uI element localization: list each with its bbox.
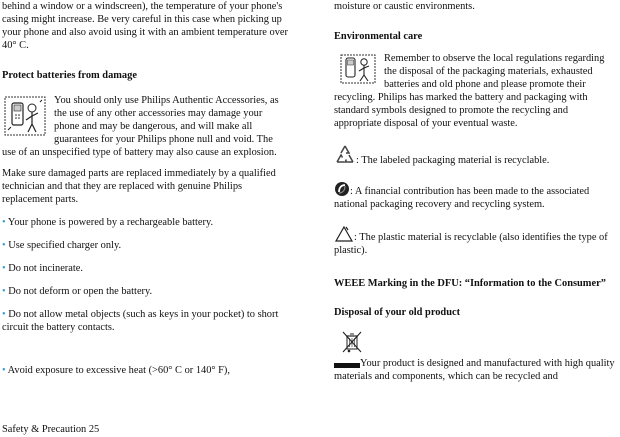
recyclable-paragraph <box>334 144 616 167</box>
environmental-care-text: Remember to observe the local regulations regarding the disposal of the packaging materials, exhausted batteries and old phone and please promote their recycling. Philips has marked the battery and packaging with standard symbols designed to promote the recycling and appropriate disposal of your eventual waste. <box>334 53 605 129</box>
list-item-text: Do not deform or open the battery. <box>8 286 153 297</box>
list-item-text: Do not incinerate. <box>8 263 83 274</box>
list-item-text: Your phone is powered by a rechargeable battery. <box>7 217 214 228</box>
green-dot-icon <box>334 181 350 197</box>
protect-batteries-block <box>2 94 288 159</box>
protect-batteries-heading: Protect batteries from damage <box>2 70 137 81</box>
list-item <box>2 239 288 252</box>
bullet-icon: • <box>2 365 6 376</box>
damaged-parts-paragraph: Make sure damaged parts are replaced immediately by a qualified technician and that they are replaced with genuine Philips replacement parts. <box>2 168 276 205</box>
list-item <box>2 308 288 334</box>
disposal-block <box>334 331 616 383</box>
disposal-heading: Disposal of your old product <box>334 307 461 318</box>
disposal-text-content: Your product is designed and manufactured with high quality materials and components, which can be recycled and <box>334 358 615 382</box>
page-footer: Safety & Precaution 25 <box>2 424 100 435</box>
recyclable-text: : The labeled packaging material is recyclable. <box>356 155 550 166</box>
bullet-icon: • <box>2 263 6 274</box>
continued-text: moisture or caustic environments. <box>334 1 475 12</box>
list-item <box>2 216 288 229</box>
plastic-text: : The plastic material is recyclable (also identifies the type of plastic). <box>334 232 608 256</box>
protect-batteries-text: You should only use Philips Authentic Accessories, as the use of any other accessories may damage your phone and may be dangerous, and will make all guarantees for your Philips phone null and void. The use of an unspecified type of battery may also cause an explosion. <box>2 95 279 158</box>
bullet-icon: • <box>2 309 6 320</box>
list-item-text: Use specified charger only. <box>8 240 122 251</box>
plastic-paragraph <box>334 225 616 257</box>
disposal-text <box>334 357 616 383</box>
plastic-recycle-icon <box>334 225 354 243</box>
list-item <box>2 262 288 275</box>
list-item <box>2 285 288 298</box>
bullet-icon: • <box>2 240 6 251</box>
phone-warning-icon <box>4 96 46 136</box>
green-dot-text: : A financial contribution has been made to the associated national packaging recovery and recycling system. <box>334 186 590 210</box>
crossed-bin-bar-icon <box>334 363 360 369</box>
bullet-icon: • <box>2 286 6 297</box>
green-dot-paragraph <box>334 181 616 211</box>
bullet-icon: • <box>2 217 6 228</box>
environmental-care-heading: Environmental care <box>334 31 423 42</box>
weee-heading: WEEE Marking in the DFU: “Information to the Consumer” <box>334 278 606 289</box>
list-item-text: Avoid exposure to excessive heat (>60° C or 140° F), <box>7 365 230 376</box>
list-item-text: Do not allow metal objects (such as keys in your pocket) to short circuit the battery contacts. <box>2 309 279 333</box>
crossed-bin-icon <box>340 331 616 357</box>
list-item <box>2 364 288 377</box>
intro-paragraph: behind a window or a windscreen), the temperature of your phone's casing might increase. Be very careful in this case when picking up your phone and also avoid using it with an ambient temperature over 40° C. <box>2 1 288 51</box>
recycle-icon <box>334 144 356 166</box>
phone-warning-icon <box>340 54 376 84</box>
left-column <box>2 0 288 377</box>
right-column <box>334 0 616 383</box>
environmental-care-block <box>334 52 616 130</box>
